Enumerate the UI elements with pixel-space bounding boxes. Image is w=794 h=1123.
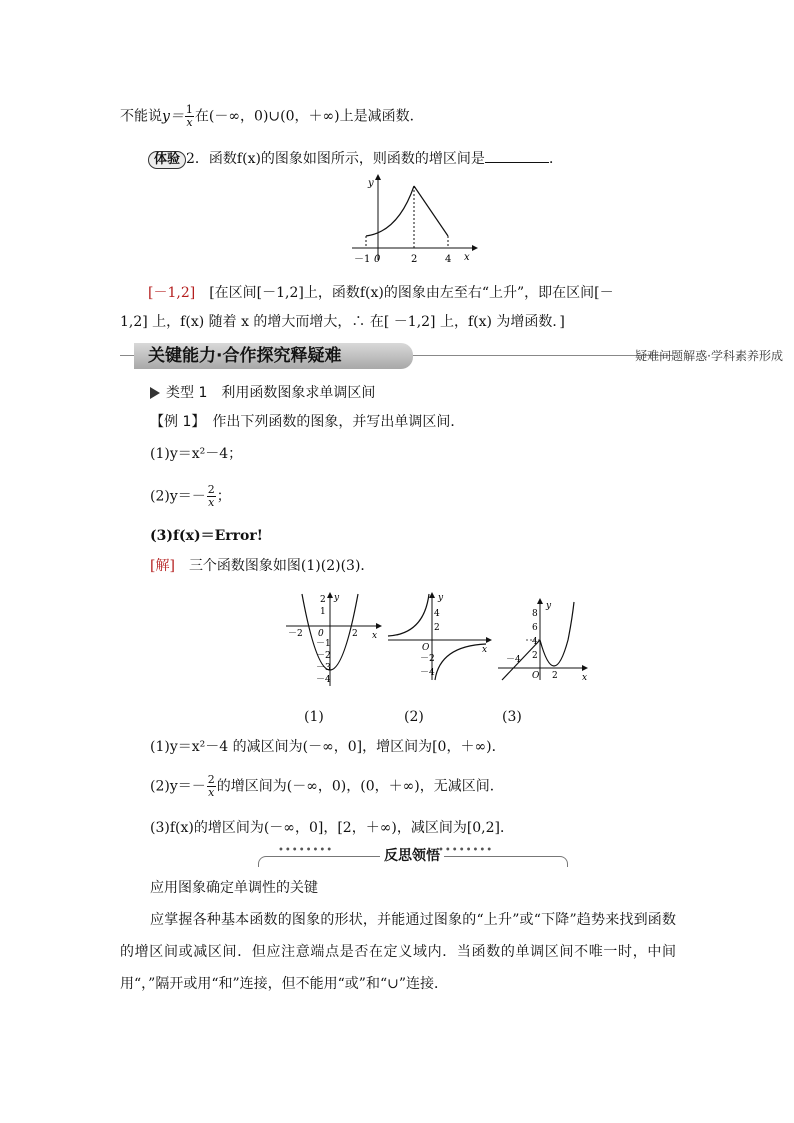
x-axis-arrow: [582, 665, 588, 671]
answer-text-1: [在区间[－1,2]上，函数f(x)的图象由左至右“上升”，即在区间[－: [209, 285, 614, 301]
g3-tick-y2: 2: [532, 651, 538, 661]
type1-heading: [150, 383, 375, 403]
g1-tick-yneg2: －2: [316, 651, 331, 661]
experience-badge: 体验: [148, 151, 186, 169]
reflection-title: 应用图象确定单调性的关键: [150, 880, 318, 896]
curve-rising: [366, 186, 414, 236]
g2-y-label: y: [438, 593, 444, 603]
line-falling: [414, 186, 448, 236]
graph-x-label: x: [464, 252, 470, 263]
solution-line: [150, 556, 374, 576]
g3-tick-y6: 6: [532, 623, 538, 633]
result2-frac-num: 2: [207, 773, 215, 786]
g2-tick-y4: 4: [434, 609, 440, 619]
intro-line: [120, 104, 424, 129]
g3-x-label: x: [582, 673, 588, 683]
solution-graph-1: [282, 590, 382, 690]
item2-fraction: [207, 484, 216, 509]
x-axis-arrow: [472, 245, 478, 251]
caption-2: (2): [404, 709, 424, 725]
intro-y-eq: y＝: [162, 108, 184, 125]
g1-tick-yneg3: －3: [316, 663, 331, 673]
g3-tick-x2: 2: [552, 671, 558, 681]
experience-question-end: ．: [548, 151, 563, 167]
tick-neg1: －1: [354, 254, 371, 264]
experience-question-text: 2．函数f(x)的图象如图所示，则函数的增区间是: [186, 151, 485, 167]
reflection-dots-left: ••••••••: [278, 845, 334, 856]
g2-tick-y2: 2: [434, 623, 440, 633]
answer-key: [－1,2]: [148, 285, 196, 301]
reflection-dots-right: ••••••••: [438, 845, 494, 856]
hyperbola-left: [388, 594, 429, 636]
example1-text: 作出下列函数的图象，并写出单调区间．: [212, 414, 465, 430]
tick-0: 0: [374, 254, 381, 264]
intro-fraction: [185, 104, 194, 129]
answer-blank: [485, 148, 549, 163]
item2-end: ；: [216, 488, 231, 505]
y-axis-arrow: [429, 592, 435, 598]
result2-fraction: [207, 774, 216, 799]
example1-line: [150, 412, 464, 432]
graph-y-label: y: [368, 178, 374, 189]
solution-graph-3: [496, 596, 588, 684]
g1-y-label: y: [334, 593, 340, 603]
g2-tick-yneg2: －2: [420, 654, 435, 664]
g1-tick-y2: 2: [320, 595, 326, 605]
x-axis-arrow: [486, 637, 492, 643]
banner-subtitle: 疑难问题解惑·学科素养形成: [635, 349, 783, 363]
result2-frac-den: x: [208, 786, 215, 799]
answer-line-1: [148, 283, 614, 303]
intro-frac-den: x: [186, 116, 193, 129]
g1-tick-x2: 2: [352, 629, 358, 639]
item2-prefix: (2)y＝－: [150, 488, 206, 505]
example1-item1: (1)y＝x²－4；: [150, 446, 243, 462]
intro-suffix: 在(－∞，0)∪(0，＋∞)上是减函数．: [194, 108, 424, 125]
example1-item3: (3)f(x)＝Error!: [150, 528, 263, 544]
x-axis-arrow: [376, 623, 382, 629]
g3-tick-y8: 8: [532, 609, 538, 619]
result2-prefix: (2)y＝－: [150, 778, 206, 795]
tick-2: 2: [411, 254, 418, 264]
result-2: [150, 774, 504, 799]
experience-question: [148, 148, 563, 169]
reflection-body: 应掌握各种基本函数的图象的形状，并能通过图象的“上升”或“下降”趋势来找到函数的增区间或减区间．但应注意端点是否在定义域内．当函数的单调区间不唯一时，中间用“，”隔开或用“和”连接，但不能用“或”和“∪”连接．: [120, 912, 676, 992]
g2-x-label: x: [482, 645, 488, 655]
g3-tick-xneg4: －4: [506, 655, 521, 665]
intro-prefix: 不能说: [120, 108, 162, 125]
g3-tick-origin: O: [532, 671, 540, 681]
banner-title: 关键能力·合作探究释疑难: [134, 343, 413, 369]
intro-frac-num: 1: [185, 103, 193, 116]
caption-1: (1): [304, 709, 324, 725]
answer-text-2: 1,2] 上，f(x) 随着 x 的增大而增大，∴ 在[ －1,2] 上，f(x) 为增函数．]: [120, 314, 565, 330]
item2-frac-num: 2: [207, 483, 215, 496]
solution-tag: [解]: [150, 558, 175, 574]
g1-tick-xneg2: －2: [288, 629, 303, 639]
caption-3: (3): [502, 709, 522, 725]
y-axis-arrow: [375, 174, 381, 180]
result-3: (3)f(x)的增区间为(－∞，0]，[2，＋∞)，减区间为[0,2]．: [150, 820, 515, 836]
g2-tick-origin: O: [422, 643, 430, 653]
y-axis-arrow: [327, 592, 333, 598]
item2-frac-den: x: [208, 496, 215, 509]
solution-graph-2: [386, 590, 492, 682]
answer-line-2: [120, 312, 565, 332]
y-axis-arrow: [537, 598, 543, 604]
result-1: (1)y＝x²－4 的减区间为(－∞，0]，增区间为[0，＋∞)．: [150, 739, 506, 755]
section-banner: [120, 343, 783, 369]
g1-tick-origin: 0: [318, 629, 324, 639]
g2-tick-yneg4: －4: [420, 668, 435, 678]
reflection-header: [258, 845, 568, 866]
reflection-label: 反思领悟: [380, 845, 444, 865]
tick-4: 4: [445, 254, 452, 264]
g1-tick-y1: 1: [320, 607, 326, 617]
example1-label: 【例 1】: [150, 414, 199, 430]
g3-y-label: y: [546, 601, 552, 611]
triangle-icon: [150, 387, 160, 399]
g1-tick-yneg1: －1: [316, 639, 331, 649]
g3-tick-y4: 4: [532, 637, 538, 647]
example1-item2: [150, 484, 231, 509]
type1-label: 类型 1 利用函数图象求单调区间: [166, 385, 376, 401]
result2-suffix: 的增区间为(－∞，0)，(0，＋∞)，无减区间．: [216, 778, 504, 795]
hyperbola-right: [435, 644, 486, 680]
g1-tick-yneg4: －4: [316, 675, 331, 685]
solution-text: 三个函数图象如图(1)(2)(3)．: [188, 558, 375, 574]
g1-x-label: x: [372, 631, 378, 641]
parabola-piece: [540, 602, 574, 666]
experience-graph: [348, 172, 478, 264]
